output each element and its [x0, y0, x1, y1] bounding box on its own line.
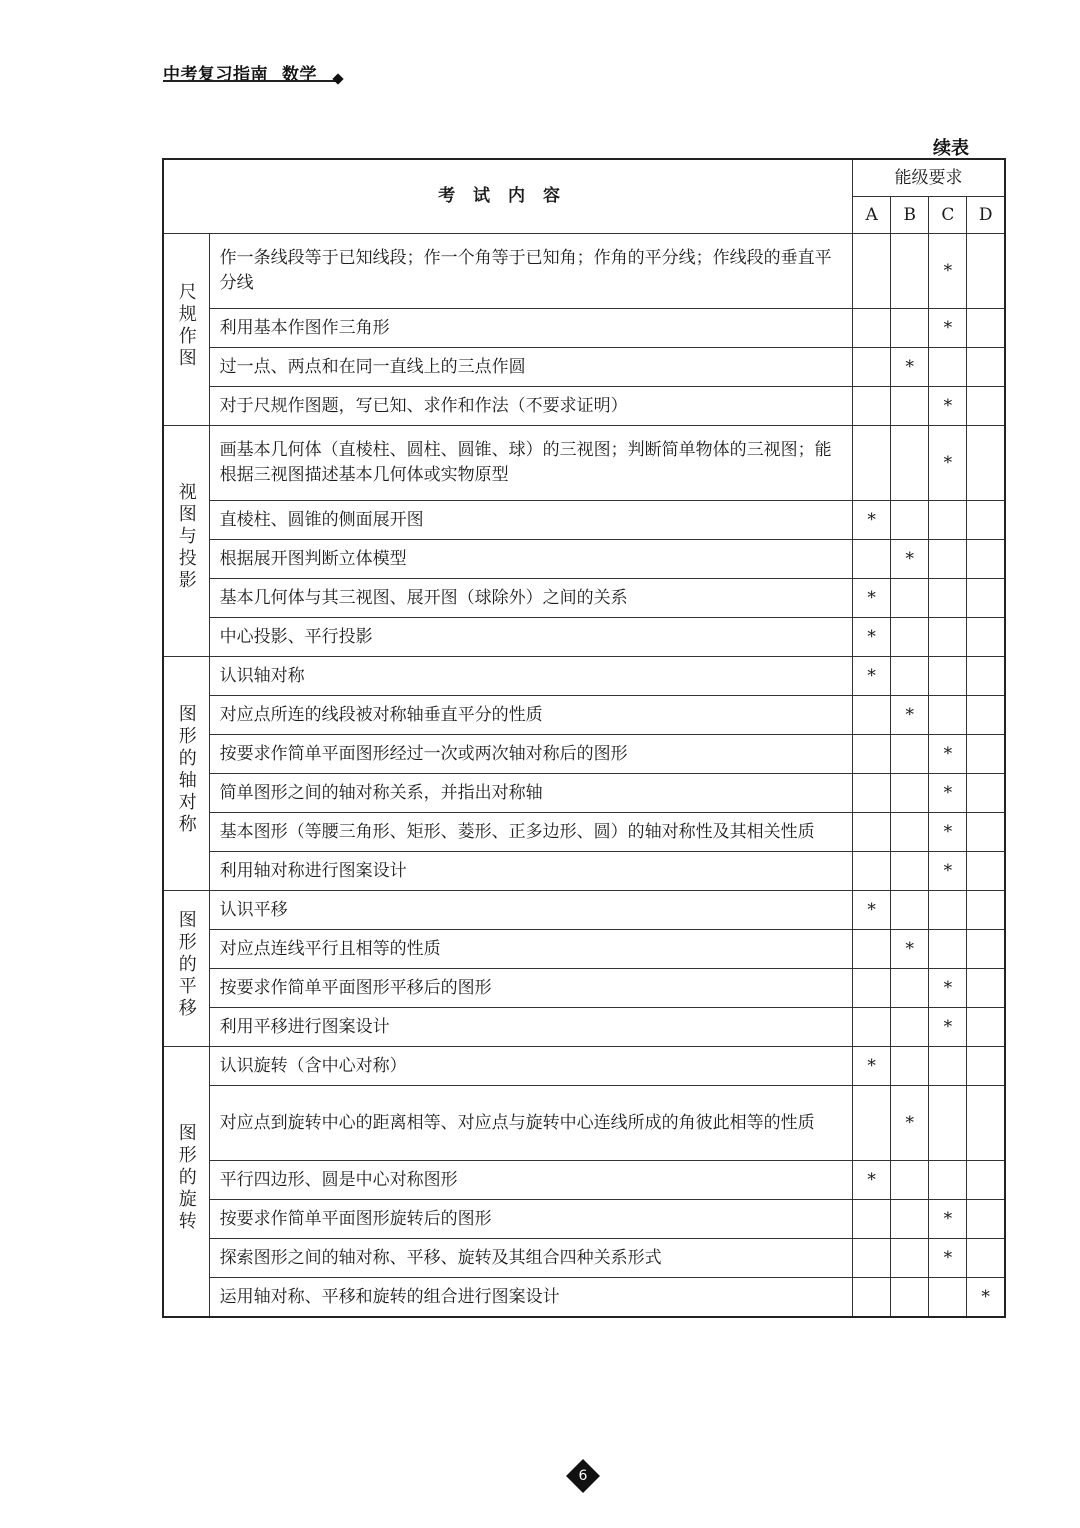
level-cell-d	[967, 969, 1005, 1008]
table-row	[163, 234, 1005, 309]
content-item: 利用基本作图作三角形	[209, 309, 853, 348]
level-cell-c: *	[929, 426, 967, 501]
content-item: 平行四边形、圆是中心对称图形	[209, 1161, 853, 1200]
content-item: 中心投影、平行投影	[209, 618, 853, 657]
level-cell-a: *	[853, 1161, 891, 1200]
content-item: 利用平移进行图案设计	[209, 1008, 853, 1047]
level-cell-d	[967, 813, 1005, 852]
level-cell-b	[891, 1047, 929, 1086]
level-cell-a	[853, 426, 891, 501]
level-cell-b: *	[891, 540, 929, 579]
table-row	[163, 696, 1005, 735]
level-cell-b: *	[891, 1086, 929, 1161]
level-cell-a	[853, 1278, 891, 1318]
table-row	[163, 1278, 1005, 1318]
level-cell-b	[891, 813, 929, 852]
level-cell-d	[967, 618, 1005, 657]
subject-label: 数学	[282, 65, 317, 85]
level-cell-d	[967, 1161, 1005, 1200]
level-cell-c	[929, 579, 967, 618]
level-cell-c: *	[929, 1239, 967, 1278]
table-row	[163, 540, 1005, 579]
level-cell-d	[967, 1086, 1005, 1161]
level-cell-c: *	[929, 387, 967, 426]
category-label: 尺规作图	[175, 281, 197, 370]
level-cell-d	[967, 1239, 1005, 1278]
level-cell-c: *	[929, 774, 967, 813]
table-row	[163, 1161, 1005, 1200]
level-cell-a	[853, 1008, 891, 1047]
level-cell-a: *	[853, 657, 891, 696]
level-cell-c	[929, 657, 967, 696]
header-diamond-icon	[332, 73, 343, 84]
level-cell-d	[967, 1008, 1005, 1047]
table-row	[163, 501, 1005, 540]
level-cell-c: *	[929, 1008, 967, 1047]
content-item: 运用轴对称、平移和旋转的组合进行图案设计	[209, 1278, 853, 1318]
level-cell-a	[853, 234, 891, 309]
level-cell-c: *	[929, 309, 967, 348]
level-cell-b	[891, 387, 929, 426]
table-row	[163, 969, 1005, 1008]
level-cell-d	[967, 1200, 1005, 1239]
level-cell-c	[929, 1278, 967, 1318]
level-cell-b	[891, 501, 929, 540]
content-item: 认识旋转（含中心对称）	[209, 1047, 853, 1086]
level-cell-d	[967, 696, 1005, 735]
level-cell-d: *	[967, 1278, 1005, 1318]
level-cell-a	[853, 348, 891, 387]
content-item: 对应点连线平行且相等的性质	[209, 930, 853, 969]
content-item: 对应点所连的线段被对称轴垂直平分的性质	[209, 696, 853, 735]
content-item: 基本图形（等腰三角形、矩形、菱形、正多边形、圆）的轴对称性及其相关性质	[209, 813, 853, 852]
level-cell-d	[967, 426, 1005, 501]
level-header-d: D	[967, 197, 1005, 234]
level-cell-c: *	[929, 234, 967, 309]
table-row	[163, 735, 1005, 774]
requirement-header: 能级要求	[853, 159, 1005, 197]
level-cell-d	[967, 930, 1005, 969]
level-cell-c	[929, 501, 967, 540]
level-cell-d	[967, 234, 1005, 309]
content-header: 考试内容	[163, 159, 853, 234]
level-cell-b	[891, 657, 929, 696]
level-cell-a: *	[853, 618, 891, 657]
content-item: 对于尺规作图题，写已知、求作和作法（不要求证明）	[209, 387, 853, 426]
table-row	[163, 1008, 1005, 1047]
content-item: 利用轴对称进行图案设计	[209, 852, 853, 891]
level-cell-a	[853, 930, 891, 969]
level-cell-d	[967, 657, 1005, 696]
level-cell-a	[853, 387, 891, 426]
table-row	[163, 309, 1005, 348]
level-cell-a	[853, 813, 891, 852]
category-cell	[163, 657, 209, 891]
table-row	[163, 618, 1005, 657]
table-row	[163, 1086, 1005, 1161]
content-item: 基本几何体与其三视图、展开图（球除外）之间的关系	[209, 579, 853, 618]
page-number: 6	[578, 1468, 588, 1484]
level-cell-b: *	[891, 696, 929, 735]
level-cell-b: *	[891, 930, 929, 969]
content-item: 根据展开图判断立体模型	[209, 540, 853, 579]
table-row	[163, 387, 1005, 426]
level-cell-a: *	[853, 891, 891, 930]
level-cell-a	[853, 696, 891, 735]
level-cell-c	[929, 1047, 967, 1086]
page-number-badge	[565, 1458, 601, 1494]
level-cell-b	[891, 852, 929, 891]
level-cell-d	[967, 348, 1005, 387]
table-row	[163, 1047, 1005, 1086]
level-cell-d	[967, 501, 1005, 540]
level-cell-d	[967, 387, 1005, 426]
category-cell	[163, 426, 209, 657]
content-item: 认识轴对称	[209, 657, 853, 696]
exam-requirements-table	[162, 158, 1006, 1318]
level-cell-c	[929, 891, 967, 930]
level-cell-c	[929, 618, 967, 657]
table-row	[163, 348, 1005, 387]
level-cell-b	[891, 426, 929, 501]
level-cell-a	[853, 735, 891, 774]
level-cell-b	[891, 618, 929, 657]
level-cell-c	[929, 348, 967, 387]
table-row	[163, 774, 1005, 813]
level-cell-b	[891, 1161, 929, 1200]
book-title: 中考复习指南	[163, 65, 268, 85]
category-label: 视图与投影	[175, 482, 197, 592]
level-cell-d	[967, 735, 1005, 774]
level-cell-a: *	[853, 579, 891, 618]
content-item: 作一条线段等于已知线段；作一个角等于已知角；作角的平分线；作线段的垂直平分线	[209, 234, 853, 309]
content-item: 直棱柱、圆锥的侧面展开图	[209, 501, 853, 540]
category-label: 图形的旋转	[175, 1122, 197, 1233]
level-cell-a	[853, 852, 891, 891]
table-row	[163, 1200, 1005, 1239]
level-cell-a: *	[853, 501, 891, 540]
level-cell-c	[929, 1161, 967, 1200]
content-item: 简单图形之间的轴对称关系，并指出对称轴	[209, 774, 853, 813]
category-cell	[163, 234, 209, 426]
content-item: 认识平移	[209, 891, 853, 930]
level-cell-c	[929, 540, 967, 579]
level-cell-a	[853, 1086, 891, 1161]
level-cell-b	[891, 1278, 929, 1318]
table-row	[163, 930, 1005, 969]
level-cell-b	[891, 579, 929, 618]
table-row	[163, 1239, 1005, 1278]
level-cell-d	[967, 1047, 1005, 1086]
level-cell-b	[891, 234, 929, 309]
content-item: 按要求作简单平面图形经过一次或两次轴对称后的图形	[209, 735, 853, 774]
level-cell-d	[967, 774, 1005, 813]
level-cell-c	[929, 1086, 967, 1161]
level-cell-a	[853, 309, 891, 348]
table-row	[163, 426, 1005, 501]
level-cell-a	[853, 969, 891, 1008]
level-cell-b	[891, 891, 929, 930]
continued-label: 续表	[933, 138, 969, 159]
category-cell	[163, 891, 209, 1047]
category-cell	[163, 1047, 209, 1318]
level-cell-b	[891, 1008, 929, 1047]
level-cell-a	[853, 774, 891, 813]
table-row	[163, 852, 1005, 891]
category-label: 图形的轴对称	[175, 703, 197, 836]
level-cell-b: *	[891, 348, 929, 387]
level-cell-b	[891, 1239, 929, 1278]
level-cell-d	[967, 540, 1005, 579]
content-item: 探索图形之间的轴对称、平移、旋转及其组合四种关系形式	[209, 1239, 853, 1278]
table-row	[163, 891, 1005, 930]
level-cell-c: *	[929, 852, 967, 891]
content-item: 按要求作简单平面图形平移后的图形	[209, 969, 853, 1008]
level-cell-c: *	[929, 813, 967, 852]
level-cell-b	[891, 735, 929, 774]
level-cell-c: *	[929, 969, 967, 1008]
level-cell-c	[929, 930, 967, 969]
level-cell-b	[891, 969, 929, 1008]
level-cell-c	[929, 696, 967, 735]
table-row	[163, 657, 1005, 696]
level-header-a: A	[853, 197, 891, 234]
level-cell-d	[967, 309, 1005, 348]
level-cell-b	[891, 1200, 929, 1239]
content-item: 对应点到旋转中心的距离相等、对应点与旋转中心连线所成的角彼此相等的性质	[209, 1086, 853, 1161]
header-rule	[163, 80, 338, 82]
table-row	[163, 813, 1005, 852]
level-cell-d	[967, 852, 1005, 891]
level-header-b: B	[891, 197, 929, 234]
level-cell-c: *	[929, 1200, 967, 1239]
level-cell-b	[891, 774, 929, 813]
level-cell-a	[853, 1239, 891, 1278]
category-label: 图形的平移	[175, 909, 197, 1020]
level-cell-a: *	[853, 1047, 891, 1086]
level-cell-b	[891, 309, 929, 348]
level-cell-d	[967, 579, 1005, 618]
level-cell-a	[853, 1200, 891, 1239]
level-cell-a	[853, 540, 891, 579]
content-item: 过一点、两点和在同一直线上的三点作圆	[209, 348, 853, 387]
level-cell-c: *	[929, 735, 967, 774]
table-row	[163, 579, 1005, 618]
content-item: 画基本几何体（直棱柱、圆柱、圆锥、球）的三视图；判断简单物体的三视图；能根据三视图描述基本几何体或实物原型	[209, 426, 853, 501]
level-header-c: C	[929, 197, 967, 234]
level-cell-d	[967, 891, 1005, 930]
content-item: 按要求作简单平面图形旋转后的图形	[209, 1200, 853, 1239]
